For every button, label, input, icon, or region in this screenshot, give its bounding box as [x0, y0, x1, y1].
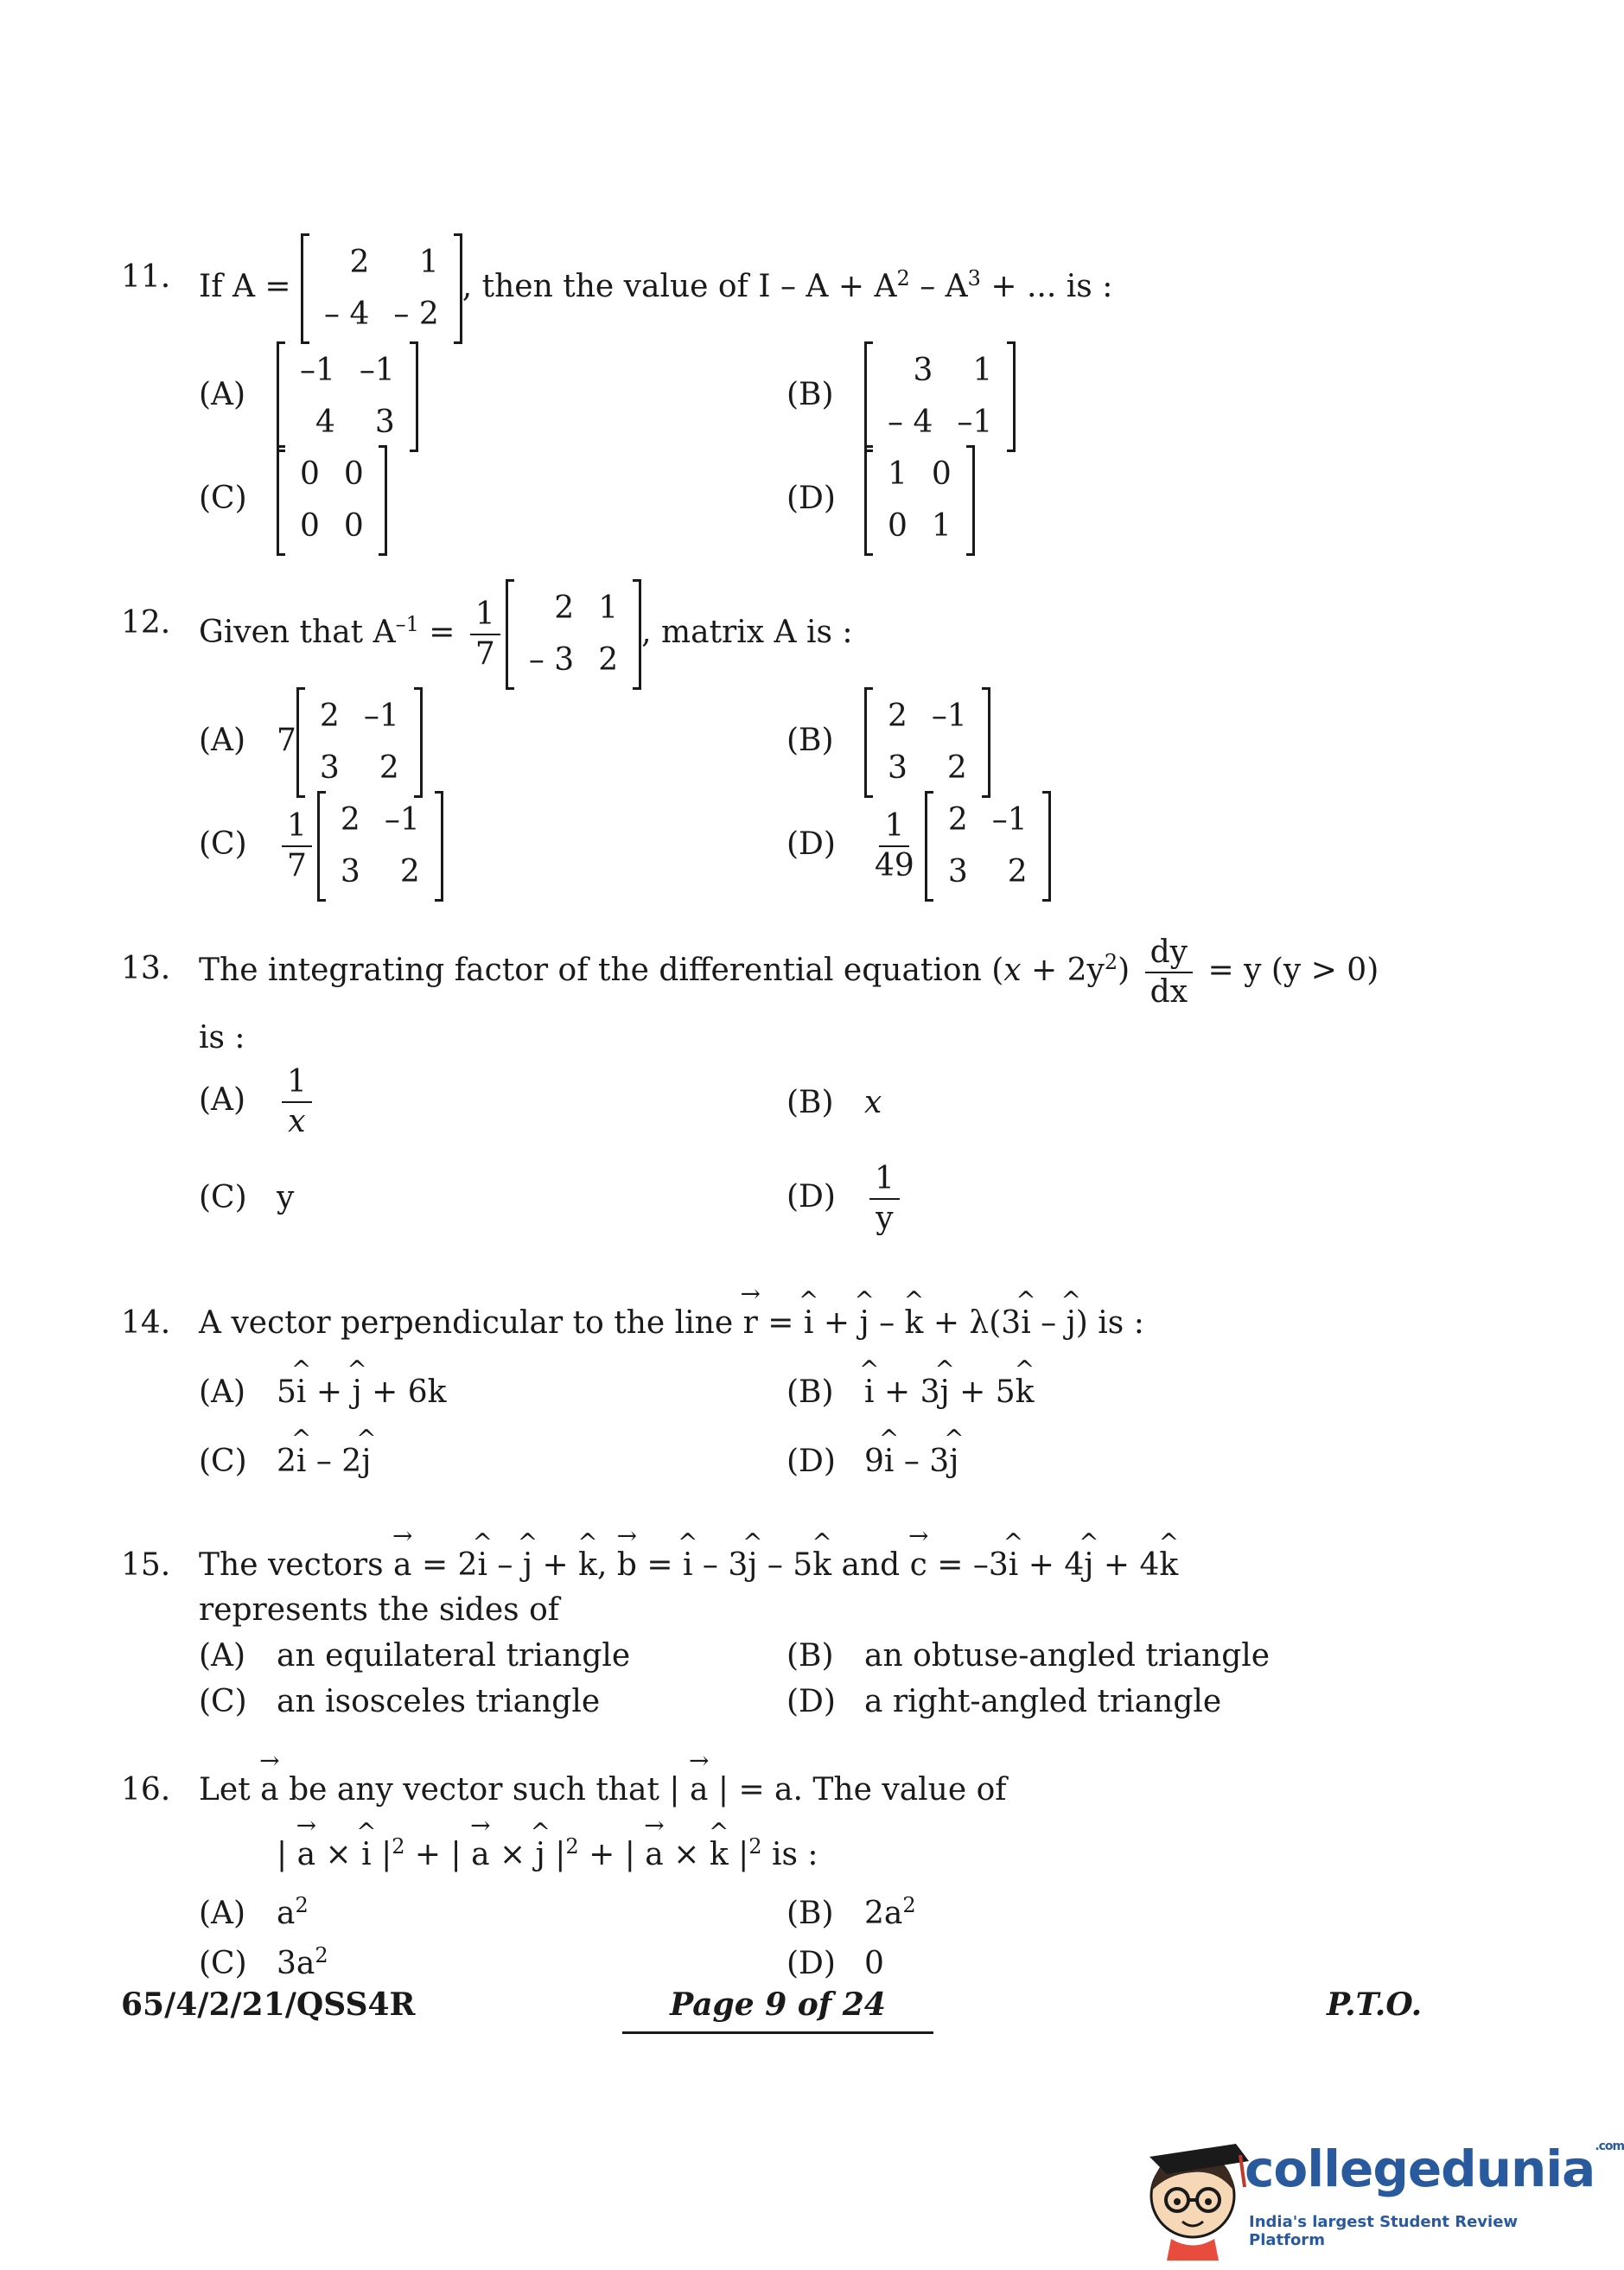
- option-c[interactable]: (C) y: [199, 1180, 295, 1215]
- option-d[interactable]: (D) $\frac{1}{y}$: [787, 1160, 905, 1238]
- mascot-icon: [1132, 2122, 1253, 2260]
- option-b[interactable]: (B) $2a^2$: [787, 1893, 916, 1931]
- question-number: 11.: [121, 259, 171, 295]
- option-b[interactable]: (B) an obtuse-angled triangle: [787, 1638, 1271, 1674]
- question-stem: If A = 2 1 – 4 – 2 , then the value of $I - A + A^2 - A^3$ + ... is :: [199, 233, 1112, 344]
- option-b[interactable]: (B) 3 1 – 4 –1: [787, 341, 1016, 452]
- question-expression: | → a × ^ i $|^2$ + | → a × ^ j $|^2$ + | → a × ^ k $|^2$ is :: [277, 1834, 818, 1872]
- question-number: 13.: [121, 951, 171, 986]
- collegedunia-logo: [1132, 2122, 1624, 2260]
- question-number: 16.: [121, 1772, 171, 1808]
- question-stem: Let → a be any vector such that | → a | = a. The value of: [199, 1772, 1007, 1808]
- option-d[interactable]: (D) 9^ i – 3^ j: [787, 1444, 958, 1479]
- option-a[interactable]: (A) $\frac{1}{x}$: [199, 1063, 317, 1141]
- option-b[interactable]: (B) 2 –1 3 2: [787, 687, 990, 798]
- option-a[interactable]: (A) 7 2 –1 3 2: [199, 687, 423, 798]
- question-number: 12.: [121, 605, 171, 641]
- question-stem: Given that $A^{-1}$ = $\frac{1}{7}$ 2 1 – 3 2 , matrix A is :: [199, 579, 853, 690]
- option-b[interactable]: (B)^ i + 3^ j + 5^ k: [787, 1374, 1034, 1410]
- pto-label: P.T.O.: [1327, 1986, 1423, 2023]
- question-number: 15.: [121, 1547, 171, 1583]
- option-b[interactable]: (B) x: [787, 1085, 882, 1120]
- option-d[interactable]: (D) $\frac{1}{49}$ 2 –1 3 2: [787, 791, 1051, 902]
- option-d[interactable]: (D) 0: [787, 1946, 884, 1981]
- option-a[interactable]: (A) $a^2$: [199, 1893, 309, 1931]
- question-stem: The integrating factor of the differential equation $(x + 2y^2)$ $\frac{dy}{dx}$ = y (y > 0): [199, 934, 1379, 1010]
- question-stem: The vectors → a = 2^ i – ^ j + ^ k, → b = ^ i – 3^ j – 5^ k and → c = –3^ i + 4^ j + 4^ k: [199, 1547, 1178, 1583]
- option-c[interactable]: (C) 0 0 0 0: [199, 445, 387, 556]
- page-number: Page 9 of 24: [622, 1986, 933, 2034]
- option-c[interactable]: (C) $\frac{1}{7}$ 2 –1 3 2: [199, 791, 443, 902]
- question-stem: A vector perpendicular to the line → r = ^ i + ^ j – ^ k + λ(3^ i – ^ j) is :: [199, 1305, 1144, 1341]
- option-a[interactable]: (A) 5^ i + ^ j + 6k: [199, 1374, 446, 1410]
- paper-code: 65/4/2/21/QSS4R: [121, 1986, 416, 2023]
- brand-name: collegedunia$^{.com}$: [1245, 2139, 1624, 2198]
- question-number: 14.: [121, 1305, 171, 1341]
- option-a[interactable]: (A) an equilateral triangle: [199, 1638, 631, 1674]
- option-a[interactable]: (A) –1 –1 4 3: [199, 341, 418, 452]
- option-c[interactable]: (C) an isosceles triangle: [199, 1684, 601, 1719]
- brand-tagline: India's largest Student Review Platform: [1249, 2213, 1519, 2249]
- option-c[interactable]: (C) $3a^2$: [199, 1943, 328, 1981]
- matrix-a: 2 1 – 4 – 2: [301, 233, 462, 344]
- option-c[interactable]: (C) 2^ i – 2^ j: [199, 1444, 371, 1479]
- option-d[interactable]: (D) 1 0 0 1: [787, 445, 975, 556]
- option-d[interactable]: (D) a right-angled triangle: [787, 1684, 1222, 1719]
